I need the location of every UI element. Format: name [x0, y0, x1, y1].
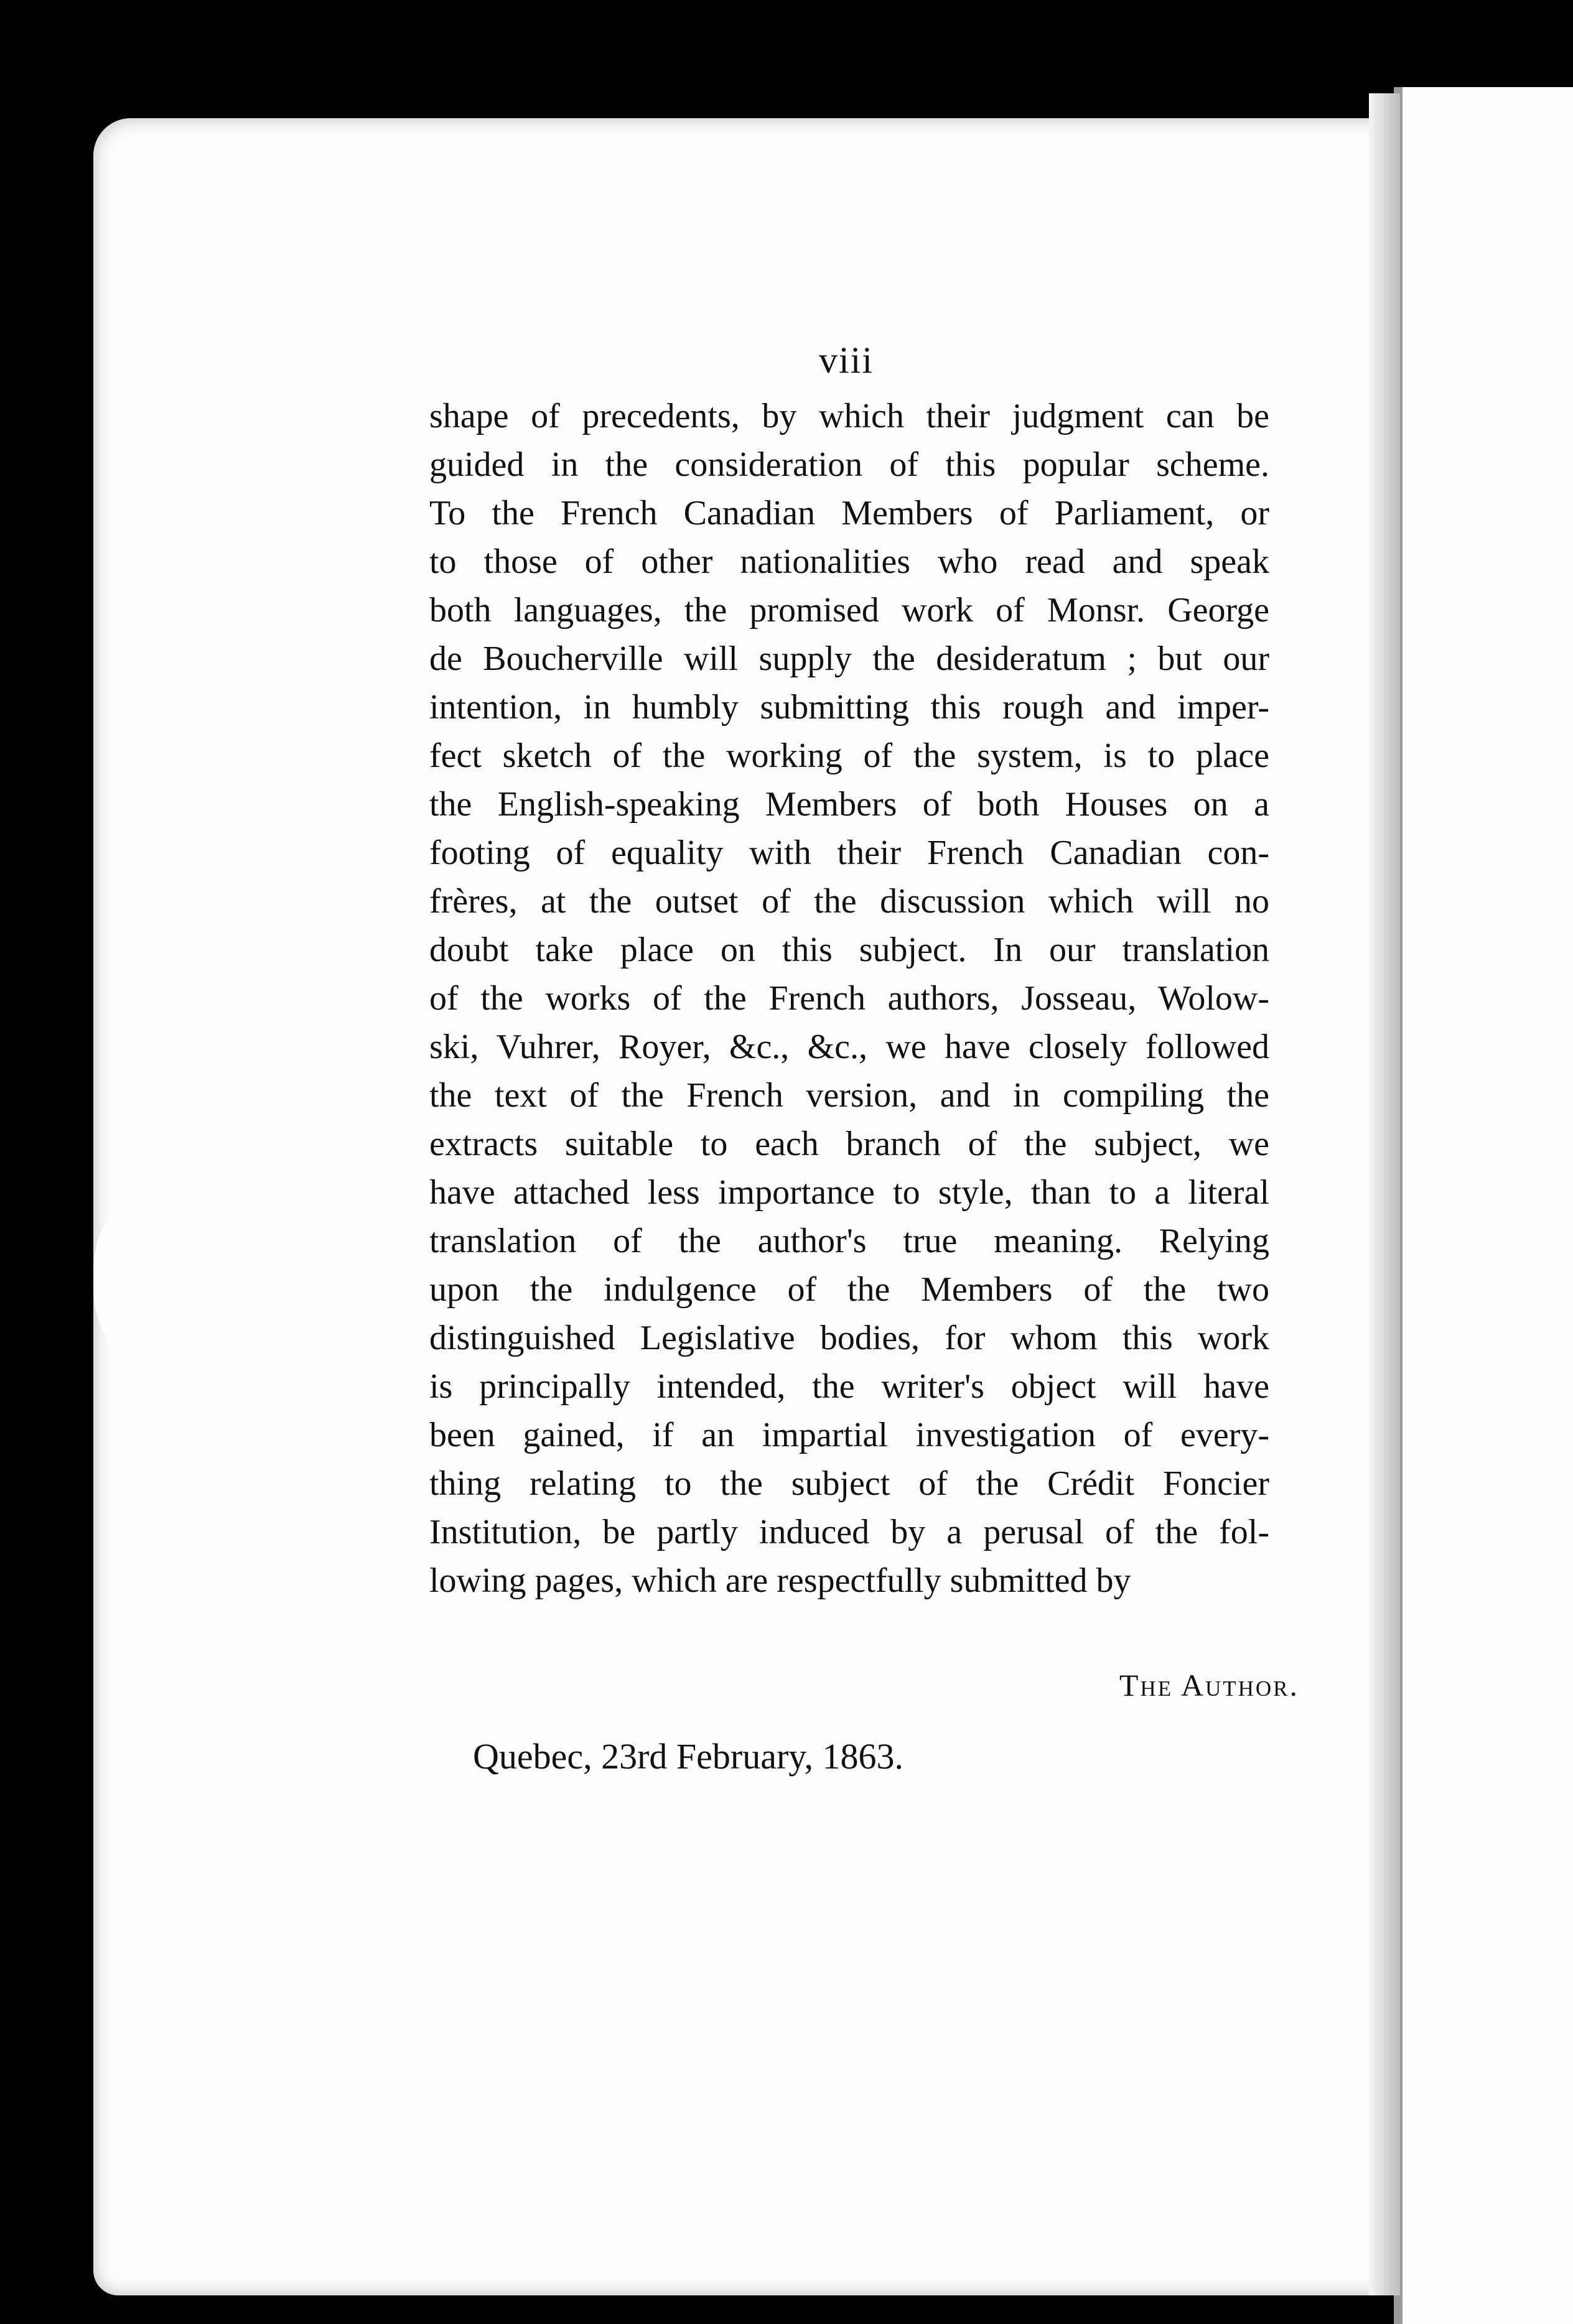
gutter-shadow [1369, 93, 1400, 2295]
text-line: footing of equality with their French Canadian con- [429, 834, 1269, 872]
text-line: is principally intended, the writer's object will have [429, 1367, 1269, 1406]
text-line: upon the indulgence of the Members of the two [429, 1270, 1269, 1309]
text-line: distinguished Legislative bodies, for whom this work [429, 1319, 1269, 1357]
text-line: of the works of the French authors, Josseau, Wolow- [429, 979, 1269, 1018]
text-line: To the French Canadian Members of Parliament, or [429, 494, 1269, 532]
text-line: guided in the consideration of this popular scheme. [429, 445, 1269, 484]
text-line: ski, Vuhrer, Royer, &c., &c., we have closely followed [429, 1028, 1269, 1066]
text-line: Institution, be partly induced by a perusal of the fol- [429, 1513, 1269, 1551]
text-line: the English-speaking Members of both Houses on a [429, 785, 1269, 824]
text-line: both languages, the promised work of Monsr. George [429, 591, 1269, 630]
text-line: fect sketch of the working of the system, is to place [429, 737, 1269, 775]
text-line: have attached less importance to style, than to a literal [429, 1173, 1269, 1212]
text-line: extracts suitable to each branch of the subject, we [429, 1125, 1269, 1163]
text-line: de Boucherville will supply the desideratum ; but our [429, 639, 1269, 678]
facing-page-edge [1394, 87, 1573, 2324]
text-line: frères, at the outset of the discussion which will no [429, 882, 1269, 921]
text-line: intention, in humbly submitting this rough and imper- [429, 688, 1269, 727]
page-number: viii [819, 340, 874, 381]
text-line: thing relating to the subject of the Crédit Foncier [429, 1464, 1269, 1503]
text-line: to those of other nationalities who read and speak [429, 542, 1269, 581]
body-text [429, 392, 1269, 1605]
text-line: the text of the French version, and in compiling the [429, 1076, 1269, 1115]
text-line: translation of the author's true meaning. Relying [429, 1222, 1269, 1260]
text-line: doubt take place on this subject. In our translation [429, 931, 1269, 969]
text-line: lowing pages, which are respectfully submitted by [429, 1561, 1131, 1600]
dateline: Quebec, 23rd February, 1863. [473, 1736, 904, 1777]
text-line: been gained, if an impartial investigation of every- [429, 1416, 1269, 1454]
text-line: shape of precedents, by which their judgment can be [429, 397, 1269, 435]
author-signature: The Author. [1119, 1668, 1299, 1703]
